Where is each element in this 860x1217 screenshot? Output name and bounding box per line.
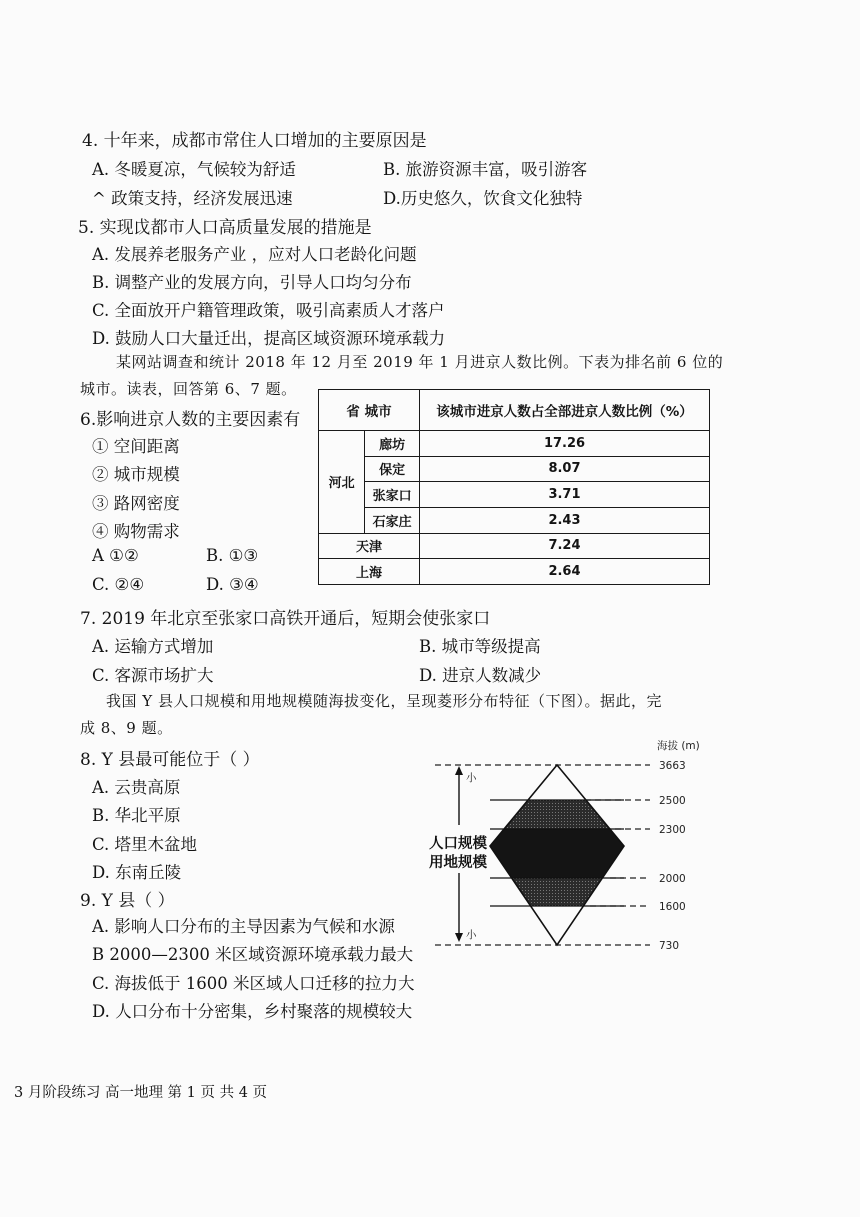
q6-option-a[interactable]: A ①② — [92, 546, 139, 565]
city-cell: 石家庄 — [365, 507, 420, 533]
arrow-down-icon — [455, 933, 463, 942]
city-ratio-table — [318, 389, 710, 585]
elevation-diamond-diagram — [425, 733, 725, 958]
city-cell: 张家口 — [365, 482, 420, 508]
small-bottom-label: 小 — [466, 929, 477, 941]
q7-option-c[interactable]: C. 客源市场扩大 — [92, 666, 214, 685]
elev-label: 730 — [659, 940, 680, 952]
city-cell: 上海 — [319, 559, 420, 585]
passage1-line2: 城市。读表，回答第 6、7 题。 — [80, 380, 297, 398]
q5-option-d[interactable]: D. 鼓励人口大量迁出，提高区域资源环境承载力 — [92, 329, 446, 348]
q8-option-a[interactable]: A. 云贵高原 — [92, 778, 181, 797]
q9-option-a[interactable]: A. 影响人口分布的主导因素为气候和水源 — [92, 917, 395, 936]
q4-option-a[interactable]: A. 冬暖夏凉，气候较为舒适 — [92, 160, 296, 179]
axis-title: 海拔 (m) — [657, 740, 700, 752]
q6-stem: 6.影响进京人数的主要因素有 — [80, 410, 301, 430]
header-province-city: 省 城市 — [319, 390, 420, 431]
q5-option-b[interactable]: B. 调整产业的发展方向，引导人口均匀分布 — [92, 273, 412, 292]
q8-option-c[interactable]: C. 塔里木盆地 — [92, 835, 198, 854]
diagram-label-population: 人口规模 — [429, 836, 487, 852]
small-top-label: 小 — [466, 772, 477, 784]
q7-stem: 7. 2019 年北京至张家口高铁开通后，短期会使张家口 — [80, 609, 491, 629]
passage1-line1: 某网站调查和统计 2018 年 12 月至 2019 年 1 月进京人数比例。下表为排名前 6 位的 — [116, 353, 724, 371]
city-cell: 保定 — [365, 456, 420, 482]
q9-option-b[interactable]: B 2000—2300 米区域资源环境承载力最大 — [92, 945, 414, 964]
arrow-up-icon — [455, 766, 463, 775]
elev-label: 1600 — [659, 901, 686, 913]
table-row — [319, 559, 710, 585]
q7-option-a[interactable]: A. 运输方式增加 — [92, 637, 214, 656]
passage2-line2: 成 8、9 题。 — [80, 719, 173, 737]
q6-item-4: ④ 购物需求 — [92, 522, 180, 541]
q6-option-c[interactable]: C. ②④ — [92, 575, 145, 594]
q4-stem: 4. 十年来，成都市常住人口增加的主要原因是 — [82, 131, 427, 151]
value-cell: 8.07 — [420, 456, 710, 482]
q9-stem: 9. Y 县（ ） — [80, 891, 175, 911]
q9-option-d[interactable]: D. 人口分布十分密集，乡村聚落的规模较大 — [92, 1002, 413, 1021]
header-ratio: 该城市进京人数占全部进京人数比例（%） — [420, 390, 710, 431]
q9-option-c[interactable]: C. 海拔低于 1600 米区域人口迁移的拉力大 — [92, 974, 415, 993]
diagram-label-landuse: 用地规模 — [429, 855, 487, 871]
page-footer: 3 月阶段练习 高一地理 第 1 页 共 4 页 — [14, 1085, 268, 1101]
q6-item-3: ③ 路网密度 — [92, 494, 180, 513]
province-hebei: 河北 — [319, 431, 365, 534]
value-cell: 2.43 — [420, 507, 710, 533]
q4-option-b[interactable]: B. 旅游资源丰富，吸引游客 — [383, 160, 588, 179]
city-cell: 天津 — [319, 533, 420, 559]
q5-stem: 5. 实现戉都市人口高质量发展的措施是 — [78, 218, 372, 238]
value-cell: 3.71 — [420, 482, 710, 508]
passage2-line1: 我国 Y 县人口规模和用地规模随海拔变化，呈现菱形分布特征（下图）。据此，完 — [106, 692, 662, 710]
value-cell: 7.24 — [420, 533, 710, 559]
q7-option-b[interactable]: B. 城市等级提高 — [419, 637, 541, 656]
table-row — [319, 533, 710, 559]
q6-option-d[interactable]: D. ③④ — [206, 575, 259, 594]
elev-label: 2500 — [659, 795, 686, 807]
table-row — [319, 456, 710, 482]
table-row — [319, 482, 710, 508]
q4-option-c[interactable]: ^ 政策支持，经济发展迅速 — [92, 189, 293, 208]
elev-label: 3663 — [659, 760, 686, 772]
table-row — [319, 431, 710, 457]
q6-item-1: ① 空间距离 — [92, 437, 180, 456]
q4-option-d[interactable]: D.历史悠久，饮食文化独特 — [383, 189, 583, 208]
q8-option-b[interactable]: B. 华北平原 — [92, 806, 181, 825]
q7-option-d[interactable]: D. 进京人数减少 — [419, 666, 542, 685]
value-cell: 2.64 — [420, 559, 710, 585]
q5-option-a[interactable]: A. 发展养老服务产业 ，应对人口老龄化问题 — [92, 245, 417, 264]
q6-option-b[interactable]: B. ①③ — [206, 546, 259, 565]
q6-item-2: ② 城市规模 — [92, 465, 180, 484]
elev-label: 2300 — [659, 824, 686, 836]
city-cell: 廊坊 — [365, 431, 420, 457]
q8-option-d[interactable]: D. 东南丘陵 — [92, 863, 182, 882]
table-row — [319, 507, 710, 533]
q8-stem: 8. Y 县最可能位于（ ） — [80, 750, 260, 770]
elev-label: 2000 — [659, 873, 686, 885]
q5-option-c[interactable]: C. 全面放开户籍管理政策，吸引高素质人才落户 — [92, 301, 445, 320]
value-cell: 17.26 — [420, 431, 710, 457]
band-1600-2000 — [485, 878, 630, 906]
